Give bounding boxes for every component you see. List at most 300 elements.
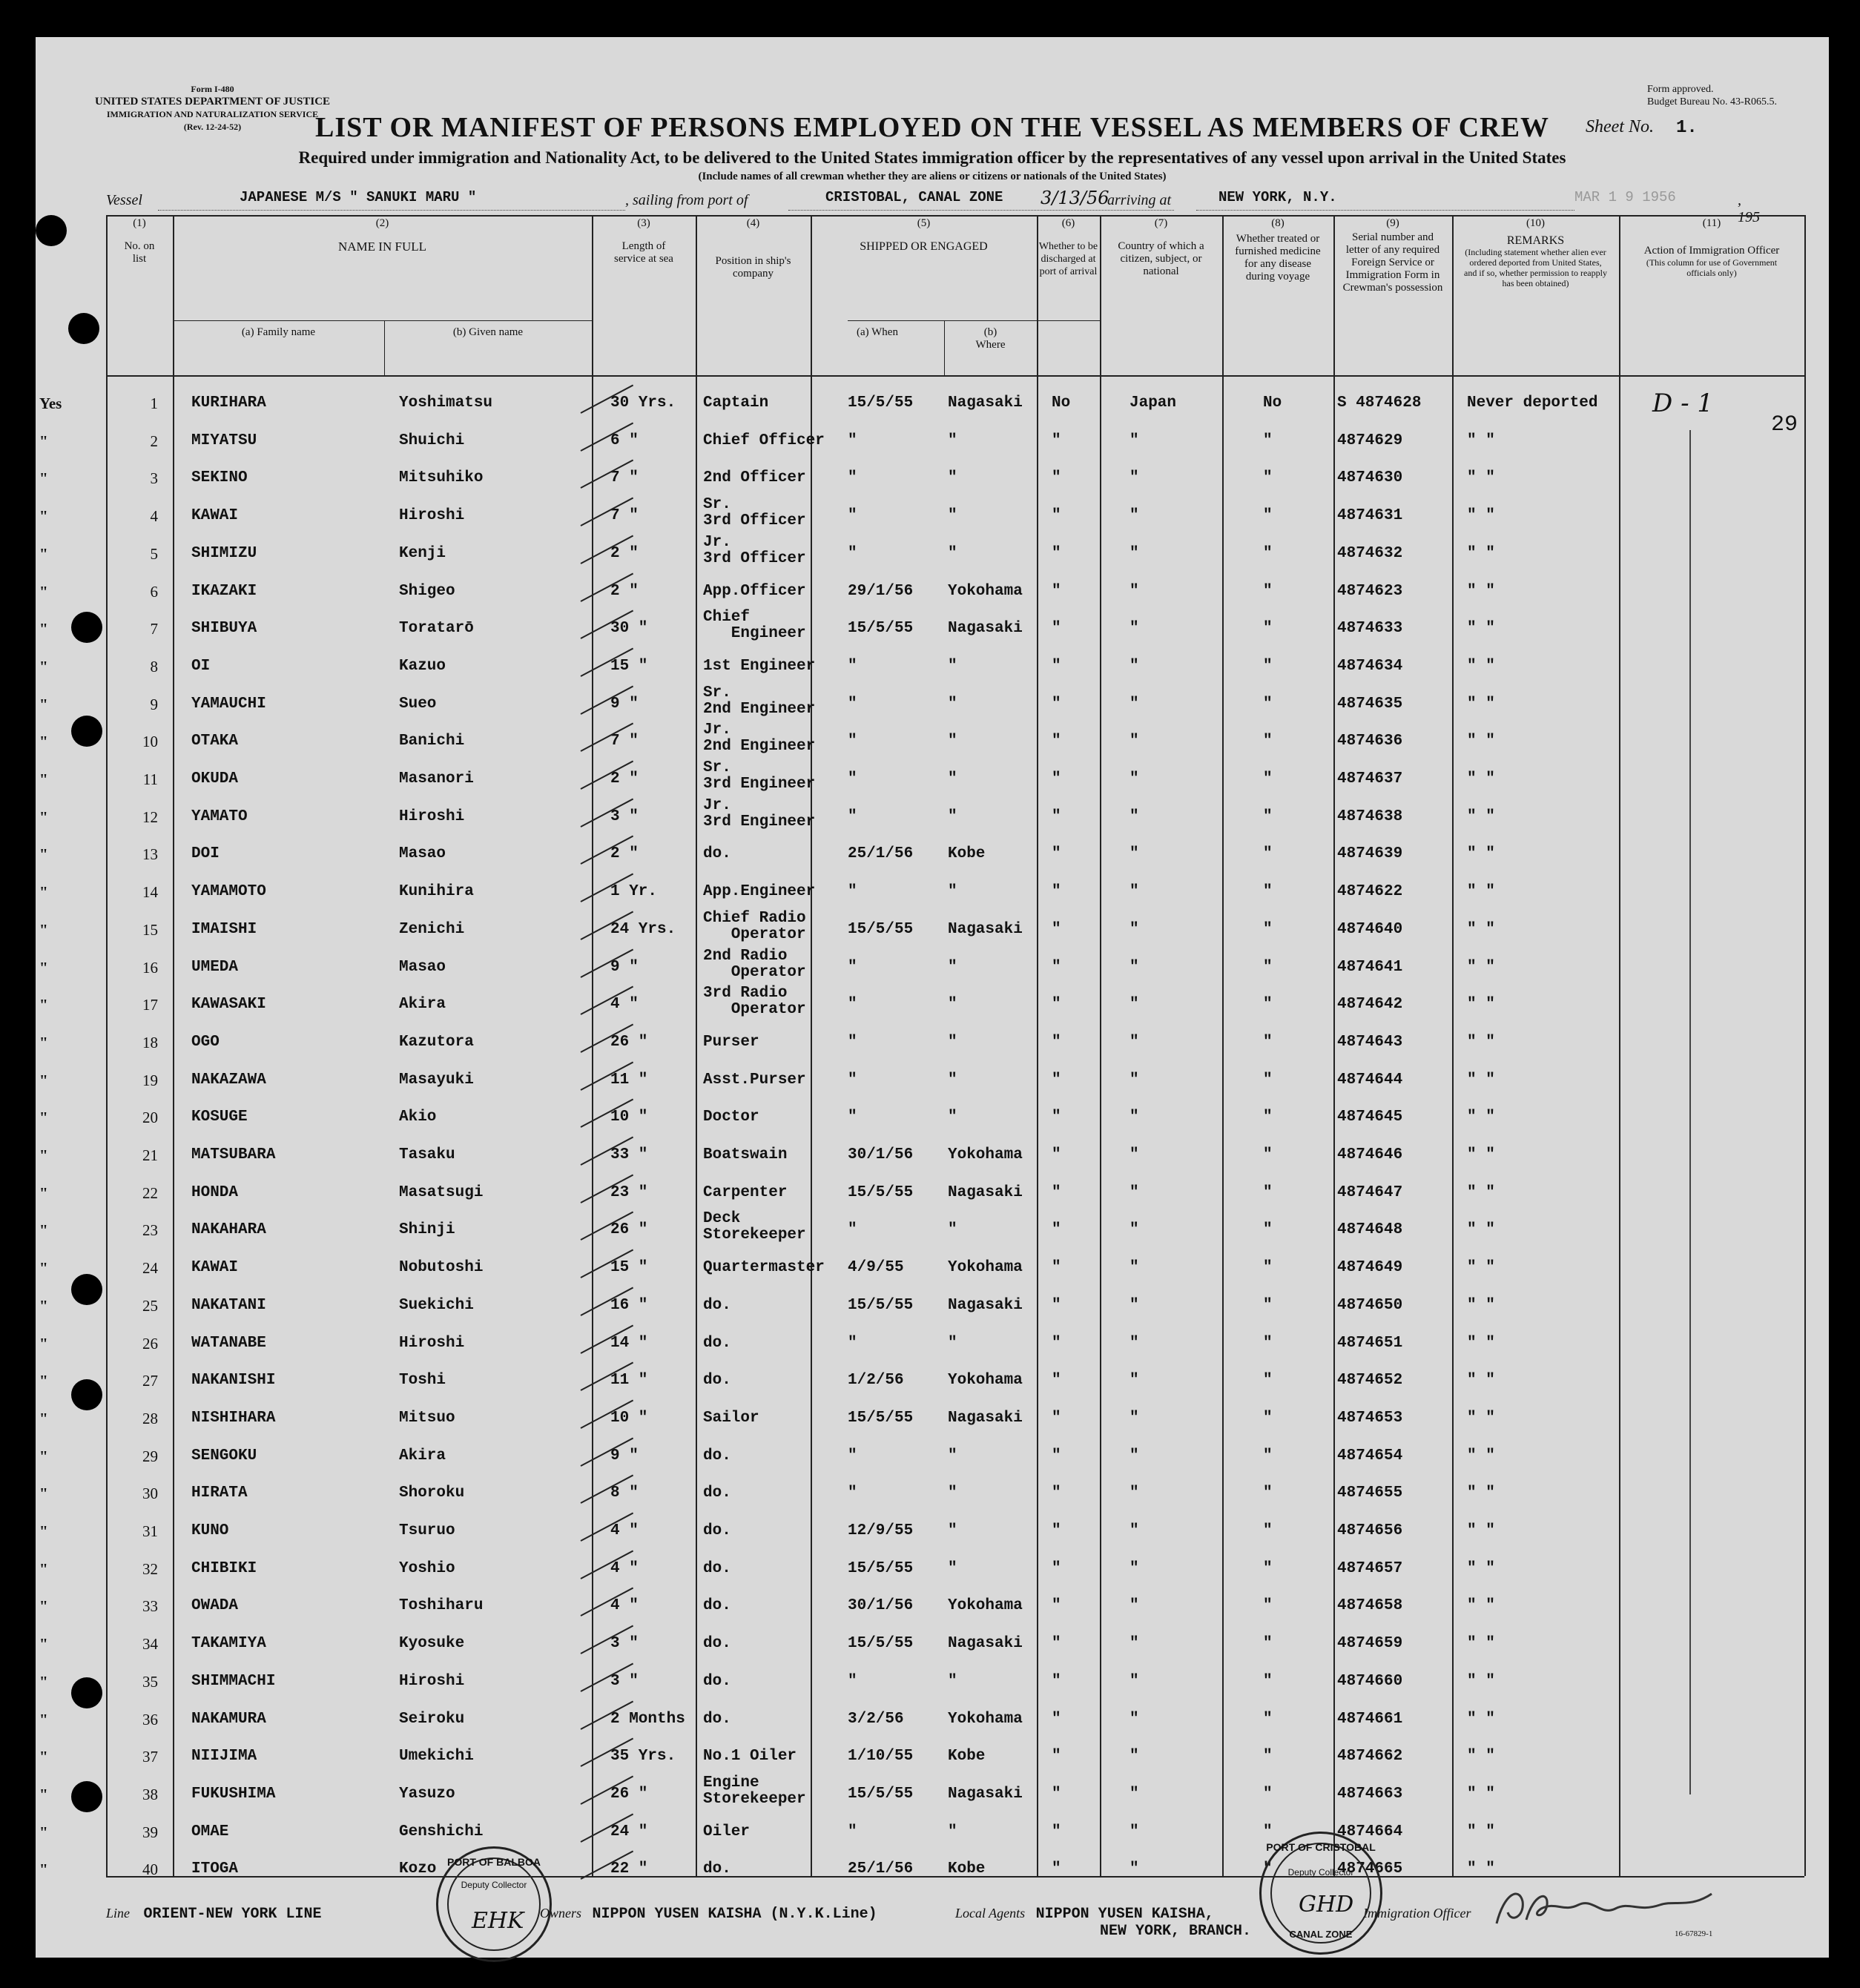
remarks: " " xyxy=(1467,1485,1495,1502)
shipped-when: 15/5/55 xyxy=(848,620,914,638)
punch-hole xyxy=(71,1379,102,1410)
table-row xyxy=(39,1324,1860,1361)
remarks: " " xyxy=(1467,1221,1495,1239)
owners-label: Owners xyxy=(540,1906,582,1921)
shipped-where: " xyxy=(948,1522,957,1539)
position: Purser xyxy=(703,1033,759,1051)
row-mark: " xyxy=(39,1409,48,1427)
remarks: " " xyxy=(1467,657,1495,675)
given-name: Kenji xyxy=(399,544,446,562)
row-number: 31 xyxy=(142,1522,158,1540)
remarks: " " xyxy=(1467,883,1495,901)
vessel-label: Vessel xyxy=(106,192,142,208)
shipped-where: " xyxy=(948,1109,957,1126)
treated: " xyxy=(1263,1033,1273,1051)
treated: " xyxy=(1263,1183,1273,1201)
service-length: 2 " xyxy=(610,845,639,863)
remarks: " " xyxy=(1467,1597,1495,1615)
serial-number: 4874658 xyxy=(1337,1597,1403,1615)
country: " xyxy=(1129,920,1139,938)
shipped-where: " xyxy=(948,1221,957,1239)
sailing-port: CRISTOBAL, CANAL ZONE xyxy=(825,189,1003,205)
family-name: KAWAI xyxy=(191,507,239,525)
row-mark: " xyxy=(39,1635,48,1654)
serial-number: 4874662 xyxy=(1337,1748,1403,1766)
country: " xyxy=(1129,1447,1139,1464)
shipped-when: " xyxy=(848,657,857,675)
shipped-where: " xyxy=(948,1559,957,1577)
row-number: 24 xyxy=(142,1259,158,1278)
table-row xyxy=(39,684,1860,722)
discharged: " xyxy=(1052,1785,1061,1803)
table-row xyxy=(39,947,1860,985)
treated: " xyxy=(1263,733,1273,750)
family-name: IKAZAKI xyxy=(191,582,257,600)
remarks: " " xyxy=(1467,996,1495,1014)
shipped-where: " xyxy=(948,958,957,976)
treated: " xyxy=(1263,958,1273,976)
col-name-header: (2) NAME IN FULL xyxy=(338,217,426,254)
serial-number: 4874664 xyxy=(1337,1823,1403,1840)
discharged: " xyxy=(1052,469,1061,487)
discharged: " xyxy=(1052,770,1061,787)
given-name: Hiroshi xyxy=(399,1672,465,1690)
stamp-inner-ring xyxy=(447,1857,541,1951)
position: 1st Engineer xyxy=(703,657,816,675)
shipped-when: 15/5/55 xyxy=(848,1409,914,1427)
shipped-when: " xyxy=(848,1109,857,1126)
service-length: 26 " xyxy=(610,1033,648,1051)
country: " xyxy=(1129,1071,1139,1089)
given-name: Kyosuke xyxy=(399,1635,465,1653)
shipped-where: Nagasaki xyxy=(948,394,1023,412)
given-name: Hiroshi xyxy=(399,507,465,525)
shipped-where: " xyxy=(948,996,957,1014)
remarks: " " xyxy=(1467,469,1495,487)
print-code: 16-67829-1 xyxy=(1675,1929,1713,1938)
row-number: 11 xyxy=(142,770,158,788)
line-value: ORIENT-NEW YORK LINE xyxy=(143,1906,322,1923)
arriving-port: NEW YORK, N.Y. xyxy=(1218,189,1337,205)
given-name: Tasaku xyxy=(399,1146,455,1163)
shipped-when: 15/5/55 xyxy=(848,1183,914,1201)
country: " xyxy=(1129,770,1139,787)
row-number: 10 xyxy=(142,733,158,751)
row-mark: " xyxy=(39,1748,48,1766)
row-mark: " xyxy=(39,695,48,713)
country: " xyxy=(1129,620,1139,638)
discharged: " xyxy=(1052,1071,1061,1089)
name-subheader-line xyxy=(173,320,592,321)
shipped-where: " xyxy=(948,1485,957,1502)
family-name: HIRATA xyxy=(191,1485,248,1502)
table-row xyxy=(39,1587,1860,1624)
shipped-where: Nagasaki xyxy=(948,1183,1023,1201)
row-mark: " xyxy=(39,1559,48,1578)
vessel-line xyxy=(106,188,1760,225)
given-name: Toshiharu xyxy=(399,1597,484,1615)
row-mark: " xyxy=(39,657,48,676)
given-name: Yasuzo xyxy=(399,1785,455,1803)
country: " xyxy=(1129,996,1139,1014)
position: No.1 Oiler xyxy=(703,1748,797,1766)
shipped-when: 4/9/55 xyxy=(848,1259,904,1277)
shipped-when: " xyxy=(848,1823,857,1840)
row-mark: " xyxy=(39,1372,48,1390)
page-title: LIST OR MANIFEST OF PERSONS EMPLOYED ON THE VESSEL AS MEMBERS OF CREW xyxy=(315,112,1549,143)
service-length: 9 " xyxy=(610,1447,639,1464)
country: " xyxy=(1129,1109,1139,1126)
given-name: Banichi xyxy=(399,733,465,750)
family-name: SHIMMACHI xyxy=(191,1672,276,1690)
row-number: 33 xyxy=(142,1597,158,1616)
row-mark: " xyxy=(39,1221,48,1240)
serial-number: 4874659 xyxy=(1337,1635,1403,1653)
row-number: 23 xyxy=(142,1221,158,1240)
remarks: " " xyxy=(1467,1710,1495,1728)
serial-number: 4874657 xyxy=(1337,1559,1403,1577)
shipped-when: " xyxy=(848,1033,857,1051)
position: Quartermaster xyxy=(703,1259,825,1277)
treated: " xyxy=(1263,620,1273,638)
treated: " xyxy=(1263,1823,1273,1840)
family-name: KAWAI xyxy=(191,1259,239,1277)
shipped-where: Yokohama xyxy=(948,1597,1023,1615)
row-mark: " xyxy=(39,808,48,826)
row-number: 36 xyxy=(142,1710,158,1728)
discharged: " xyxy=(1052,1296,1061,1314)
table-row xyxy=(39,459,1860,496)
position: App.Engineer xyxy=(703,883,816,901)
position: Jr. 2nd Engineer xyxy=(703,721,816,756)
shipped-when: 15/5/55 xyxy=(848,1559,914,1577)
table-row xyxy=(39,1136,1860,1173)
row-mark: " xyxy=(39,1672,48,1691)
position: do. xyxy=(703,1522,731,1539)
remarks: " " xyxy=(1467,920,1495,938)
family-name: OMAE xyxy=(191,1823,229,1840)
serial-number: S 4874628 xyxy=(1337,394,1422,412)
shipped-where: Yokohama xyxy=(948,582,1023,600)
family-name: SHIMIZU xyxy=(191,544,257,562)
row-number: 4 xyxy=(150,507,158,526)
remarks: " " xyxy=(1467,1071,1495,1089)
shipped-when: " xyxy=(848,695,857,713)
discharged: " xyxy=(1052,657,1061,675)
punch-hole xyxy=(71,1781,102,1812)
shipped-when: 15/5/55 xyxy=(848,920,914,938)
position: do. xyxy=(703,1672,731,1690)
shipped-where: Nagasaki xyxy=(948,1296,1023,1314)
serial-number: 4874622 xyxy=(1337,883,1403,901)
family-name: NIIJIMA xyxy=(191,1748,257,1766)
row-mark: " xyxy=(39,1485,48,1503)
position: Captain xyxy=(703,394,769,412)
country: " xyxy=(1129,1823,1139,1840)
family-name: MIYATSU xyxy=(191,432,257,449)
given-name: Masayuki xyxy=(399,1071,474,1089)
shipped-where: " xyxy=(948,1071,957,1089)
manifest-sheet xyxy=(36,37,1829,1958)
treated: " xyxy=(1263,770,1273,787)
shipped-where: Yokohama xyxy=(948,1710,1023,1728)
shipped-when: 15/5/55 xyxy=(848,1635,914,1653)
service-length: 23 " xyxy=(610,1183,648,1201)
revision: (Rev. 12-24-52) xyxy=(183,122,242,132)
budget-bureau: Budget Bureau No. 43-R065.5. xyxy=(1647,96,1777,108)
service-length: 10 " xyxy=(610,1409,648,1427)
country: " xyxy=(1129,1334,1139,1352)
row-number: 26 xyxy=(142,1334,158,1353)
row-number: 32 xyxy=(142,1559,158,1578)
service-length: 8 " xyxy=(610,1485,639,1502)
row-mark: " xyxy=(39,1597,48,1616)
given-name: Masanori xyxy=(399,770,474,787)
shipped-where: " xyxy=(948,432,957,449)
serial-number: 4874652 xyxy=(1337,1372,1403,1390)
given-name: Suekichi xyxy=(399,1296,474,1314)
given-name: Kazutora xyxy=(399,1033,474,1051)
given-name: Shuichi xyxy=(399,432,465,449)
row-mark: " xyxy=(39,620,48,638)
sailing-date-handwritten: 3/13/56 xyxy=(1041,188,1109,208)
treated: " xyxy=(1263,808,1273,825)
given-name: Nobutoshi xyxy=(399,1259,484,1277)
shipped-when: " xyxy=(848,996,857,1014)
shipped-when: 30/1/56 xyxy=(848,1597,914,1615)
shipped-where: Nagasaki xyxy=(948,920,1023,938)
treated: " xyxy=(1263,1559,1273,1577)
serial-number: 4874654 xyxy=(1337,1447,1403,1464)
row-mark: " xyxy=(39,1033,48,1051)
country: " xyxy=(1129,1485,1139,1502)
country: " xyxy=(1129,1672,1139,1690)
row-mark: " xyxy=(39,1823,48,1841)
remarks: " " xyxy=(1467,544,1495,562)
country: " xyxy=(1129,1372,1139,1390)
row-mark: " xyxy=(39,1109,48,1127)
given-name: Toshi xyxy=(399,1372,446,1390)
position: do. xyxy=(703,1485,731,1502)
row-mark: " xyxy=(39,1071,48,1089)
shipped-where: " xyxy=(948,695,957,713)
position: Chief Radio Operator xyxy=(703,909,806,943)
shipped-when: 15/5/55 xyxy=(848,1296,914,1314)
treated: " xyxy=(1263,657,1273,675)
service-length: 9 " xyxy=(610,958,639,976)
row-mark: " xyxy=(39,507,48,526)
treated: " xyxy=(1263,1146,1273,1163)
family-name-header: (a) Family name xyxy=(241,326,316,338)
table-row xyxy=(39,609,1860,647)
remarks: " " xyxy=(1467,507,1495,525)
discharged: " xyxy=(1052,958,1061,976)
family-name: KAWASAKI xyxy=(191,996,266,1014)
position: do. xyxy=(703,1635,731,1653)
shipped-where: Nagasaki xyxy=(948,1409,1023,1427)
shipped-when: " xyxy=(848,1447,857,1464)
service-length: 26 " xyxy=(610,1785,648,1803)
treated: " xyxy=(1263,1259,1273,1277)
discharged: " xyxy=(1052,1409,1061,1427)
table-row xyxy=(39,533,1860,572)
country: " xyxy=(1129,1259,1139,1277)
row-mark: " xyxy=(39,544,48,563)
serial-number: 4874641 xyxy=(1337,958,1403,976)
table-row xyxy=(39,1061,1860,1098)
discharged: " xyxy=(1052,1372,1061,1390)
col-no-header: (1) No. on list xyxy=(124,217,155,265)
discharged: " xyxy=(1052,920,1061,938)
table-row xyxy=(39,985,1860,1023)
position: Oiler xyxy=(703,1823,751,1840)
shipped-where: " xyxy=(948,1823,957,1840)
shipped-where: " xyxy=(948,883,957,901)
treated: " xyxy=(1263,996,1273,1014)
country: " xyxy=(1129,1635,1139,1653)
row-number: 16 xyxy=(142,958,158,977)
discharged: " xyxy=(1052,1635,1061,1653)
service-length: 24 " xyxy=(610,1823,648,1840)
form-approved: Form approved. xyxy=(1647,84,1714,95)
given-name: Kazuo xyxy=(399,657,446,675)
when-header: (a) When xyxy=(857,326,898,338)
col-treated-header: (8) Whether treated or furnished medicine for any disease during voyage xyxy=(1235,217,1321,283)
country: " xyxy=(1129,1409,1139,1427)
country: " xyxy=(1129,582,1139,600)
shipped-when: " xyxy=(848,507,857,525)
shipped-where: " xyxy=(948,808,957,825)
line-label: Line xyxy=(106,1906,131,1921)
family-name: OI xyxy=(191,657,211,675)
stamp-initials: EHK xyxy=(472,1908,524,1934)
row-number: 34 xyxy=(142,1635,158,1654)
given-name: Hiroshi xyxy=(399,808,465,825)
remarks: " " xyxy=(1467,733,1495,750)
position: Sr. 3rd Officer xyxy=(703,496,806,530)
given-name: Yoshio xyxy=(399,1559,455,1577)
row-number: 39 xyxy=(142,1823,158,1841)
stamp-initials: GHD xyxy=(1299,1892,1354,1918)
given-name: Kunihira xyxy=(399,883,474,901)
service-length: 4 " xyxy=(610,996,639,1014)
row-number: 13 xyxy=(142,845,158,864)
position: Carpenter xyxy=(703,1183,788,1201)
discharged: " xyxy=(1052,1559,1061,1577)
given-name: Toratarō xyxy=(399,620,474,638)
serial-number: 4874645 xyxy=(1337,1109,1403,1126)
treated: " xyxy=(1263,920,1273,938)
treated: " xyxy=(1263,1071,1273,1089)
shipped-where: Kobe xyxy=(948,845,986,863)
discharged: " xyxy=(1052,1259,1061,1277)
given-name: Kozo xyxy=(399,1860,437,1878)
service-length: 15 " xyxy=(610,657,648,675)
row-mark: " xyxy=(39,1296,48,1315)
remarks: " " xyxy=(1467,432,1495,449)
discharged: No xyxy=(1052,394,1071,412)
table-row xyxy=(39,647,1860,684)
row-mark: " xyxy=(39,883,48,902)
service-length: 7 " xyxy=(610,733,639,750)
serial-number: 4874640 xyxy=(1337,920,1403,938)
row-number: 9 xyxy=(150,695,158,713)
serial-number: 4874643 xyxy=(1337,1033,1403,1051)
discharged: " xyxy=(1052,733,1061,750)
row-number: 1 xyxy=(150,394,158,412)
agents-label: Local Agents xyxy=(955,1906,1026,1921)
position: do. xyxy=(703,845,731,863)
given-name: Umekichi xyxy=(399,1748,474,1766)
remarks: " " xyxy=(1467,1635,1495,1653)
remarks: " " xyxy=(1467,1785,1495,1803)
stamp-port-text: PORT OF BALBOA xyxy=(447,1856,541,1868)
discharged: " xyxy=(1052,582,1061,600)
discharged: " xyxy=(1052,1522,1061,1539)
annotation-count: 29 xyxy=(1771,412,1798,437)
col-action-header: (11) Action of Immigration Officer (This column for use of Government officials only) xyxy=(1643,217,1780,278)
serial-number: 4874639 xyxy=(1337,845,1403,863)
col-serial-header: (9) Serial number and letter of any required Foreign Service or Immigration Form in Crewman's possession xyxy=(1342,217,1443,294)
treated: " xyxy=(1263,1221,1273,1239)
treated: No xyxy=(1263,394,1282,412)
remarks: " " xyxy=(1467,695,1495,713)
family-name: UMEDA xyxy=(191,958,239,976)
arrival-date-stamp: MAR 1 9 1956 xyxy=(1574,189,1676,205)
row-mark: " xyxy=(39,1146,48,1164)
serial-number: 4874623 xyxy=(1337,582,1403,600)
given-name: Tsuruo xyxy=(399,1522,455,1539)
col-remarks-header: (10) REMARKS (Including statement whether alien ever ordered deported from United States, and if so, whether permission to reapply has been obtained) xyxy=(1464,217,1607,288)
table-row xyxy=(39,384,1860,421)
country: " xyxy=(1129,469,1139,487)
treated: " xyxy=(1263,1635,1273,1653)
shipped-where: Yokohama xyxy=(948,1146,1023,1163)
table-row xyxy=(39,1700,1860,1737)
serial-number: 4874646 xyxy=(1337,1146,1403,1163)
serial-number: 4874665 xyxy=(1337,1860,1403,1878)
punch-hole xyxy=(71,716,102,747)
treated: " xyxy=(1263,1296,1273,1314)
service-length: 22 " xyxy=(610,1860,648,1878)
shipped-when: " xyxy=(848,733,857,750)
table-row xyxy=(39,1625,1860,1662)
position: do. xyxy=(703,1372,731,1390)
action-vertical-line xyxy=(1689,430,1691,1794)
shipped-when: " xyxy=(848,1334,857,1352)
serial-number: 4874656 xyxy=(1337,1522,1403,1539)
shipped-where: " xyxy=(948,469,957,487)
row-number: 7 xyxy=(150,620,158,638)
treated: " xyxy=(1263,1372,1273,1390)
agents-value-1: NIPPON YUSEN KAISHA, xyxy=(1035,1906,1214,1923)
stamp-port-text: PORT OF CRISTOBAL xyxy=(1266,1841,1376,1853)
discharged: " xyxy=(1052,1748,1061,1766)
shipped-where: Nagasaki xyxy=(948,620,1023,638)
discharged: " xyxy=(1052,883,1061,901)
shipped-when: " xyxy=(848,432,857,449)
service-length: 30 " xyxy=(610,620,648,638)
country: " xyxy=(1129,695,1139,713)
row-number: 15 xyxy=(142,920,158,939)
position: Sr. 2nd Engineer xyxy=(703,684,816,718)
shipped-when: 30/1/56 xyxy=(848,1146,914,1163)
service-length: 3 " xyxy=(610,1635,639,1653)
remarks: " " xyxy=(1467,1146,1495,1163)
country: " xyxy=(1129,1296,1139,1314)
serial-number: 4874632 xyxy=(1337,544,1403,562)
table-row xyxy=(39,1023,1860,1060)
